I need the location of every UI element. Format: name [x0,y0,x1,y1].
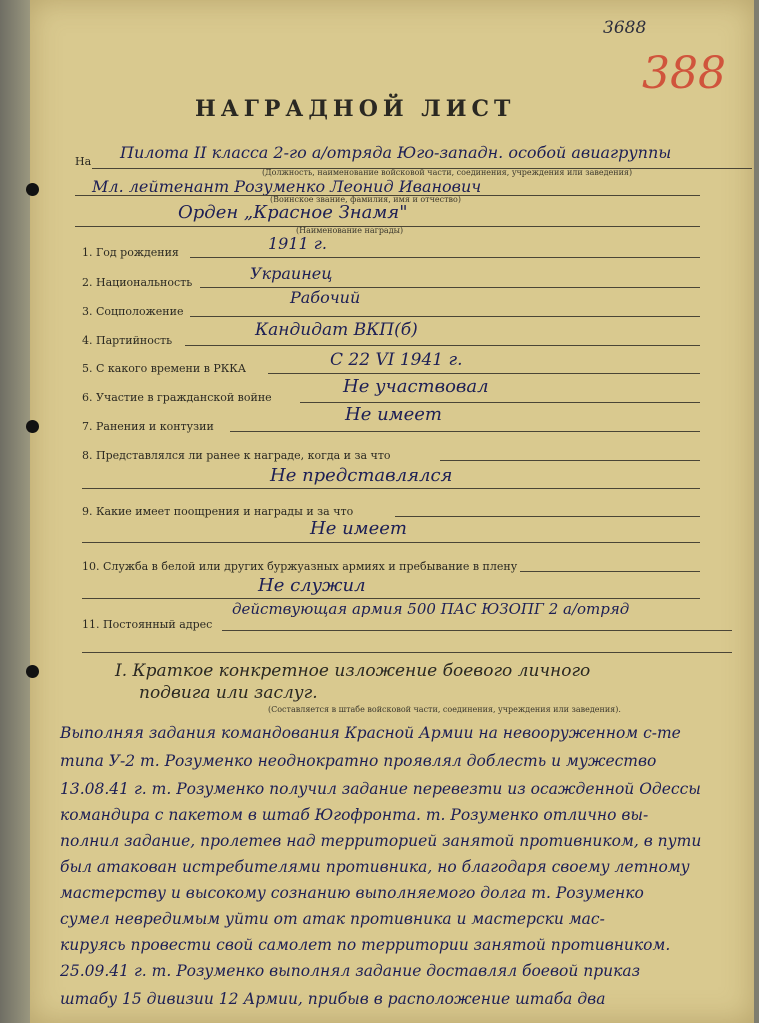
sheet-number: 388 [642,48,726,99]
section-title [115,660,590,704]
narrative-line: Выполняя задания командования Красной Армии на невооруженном с-те [60,724,681,742]
rule [395,516,700,517]
narrative-line: 13.08.41 г. т. Розуменко получил задание перевезти из осажденной Одессы [60,780,701,798]
field-value: Украинец [250,264,333,283]
punch-hole [26,420,39,433]
narrative-line: кируясь провести свой самолет по территории занятой противником. [60,936,671,954]
rule [440,460,700,461]
narrative-line: мастерству и высокому сознанию выполняемого долга т. Розуменко [60,884,644,902]
section-caption: (Составляется в штабе войсковой части, соединения, учреждения или заведения). [268,705,621,714]
rank-name-value: Мл. лейтенант Розуменко Леонид Иванович [92,177,482,196]
field-label: 6. Участие в гражданской войне [82,391,272,404]
field-label: 3. Соцположение [82,305,184,318]
rank-name-caption: (Воинское звание, фамилия, имя и отчество) [270,195,461,204]
section-title-line1: I. Краткое конкретное изложение боевого личного [115,661,591,681]
field-label: 9. Какие имеет поощрения и награды и за что [82,505,354,518]
field-value: 1911 г. [268,234,327,253]
rule [200,287,700,288]
field-value: Кандидат ВКП(б) [255,320,418,340]
field-value: Не представлялся [270,465,453,486]
field-label: 11. Постоянный адрес [82,618,213,631]
rule [222,630,732,631]
rule [520,571,700,572]
punch-hole [26,665,39,678]
binding-shadow [0,0,30,1023]
narrative-line: сумел невредимым уйти от атак противника и мастерски мас- [60,910,605,928]
archive-number: 3688 [603,18,647,38]
narrative-line: полнил задание, пролетев над территорией занятой противником, в пути [60,832,702,850]
rule [82,598,700,599]
field-value: действующая армия 500 ПАС ЮЗОПГ 2 а/отряд [232,600,630,618]
field-value: Не имеет [345,404,442,425]
rule [190,257,700,258]
field-value: Не участвовал [343,376,489,397]
rule [82,488,700,489]
field-label: 4. Партийность [82,334,173,347]
narrative-line: штабу 15 дивизии 12 Армии, прибыв в расположение штаба два [60,990,606,1008]
field-value: Рабочий [290,288,361,307]
field-value: Не служил [258,575,366,596]
section-title-line2: подвига или заслуг. [139,683,318,703]
rule [82,542,700,543]
field-label: 7. Ранения и контузии [82,420,214,433]
narrative-line: типа У-2 т. Розуменко неоднократно проявлял доблесть и мужество [60,752,657,770]
field-value: Не имеет [310,518,407,539]
page-title: НАГРАДНОЙ ЛИСТ [195,96,516,122]
award-caption: (Наименование награды) [296,226,404,235]
narrative-line: 25.09.41 г. т. Розуменко выполнял задание доставлял боевой приказ [60,962,641,980]
na-label: На [75,155,92,168]
field-label: 5. С какого времени в РККА [82,362,247,375]
narrative-line: был атакован истребителями противника, но благодаря своему летному [60,858,690,876]
position-caption: (Должность, наименование войсковой части, соединения, учреждения или заведения) [262,168,633,177]
rule [190,316,700,317]
narrative-line: командира с пакетом в штаб Югофронта. т. Розуменко отлично вы- [60,806,649,824]
rule [268,373,700,374]
field-value: С 22 VI 1941 г. [330,350,463,370]
field-label: 8. Представлялся ли ранее к награде, когда и за что [82,449,391,462]
field-label: 10. Служба в белой или других буржуазных армиях и пребывание в плену [82,560,518,573]
rule [82,652,732,653]
field-label: 1. Год рождения [82,246,179,259]
rule [185,345,700,346]
award-value: Орден „Красное Знамя" [178,202,408,223]
position-value: Пилота II класса 2-го а/отряда Юго-западн. особой авиагруппы [120,143,672,162]
rule [300,402,700,403]
punch-hole [26,183,39,196]
field-label: 2. Национальность [82,276,193,289]
rule [230,431,700,432]
